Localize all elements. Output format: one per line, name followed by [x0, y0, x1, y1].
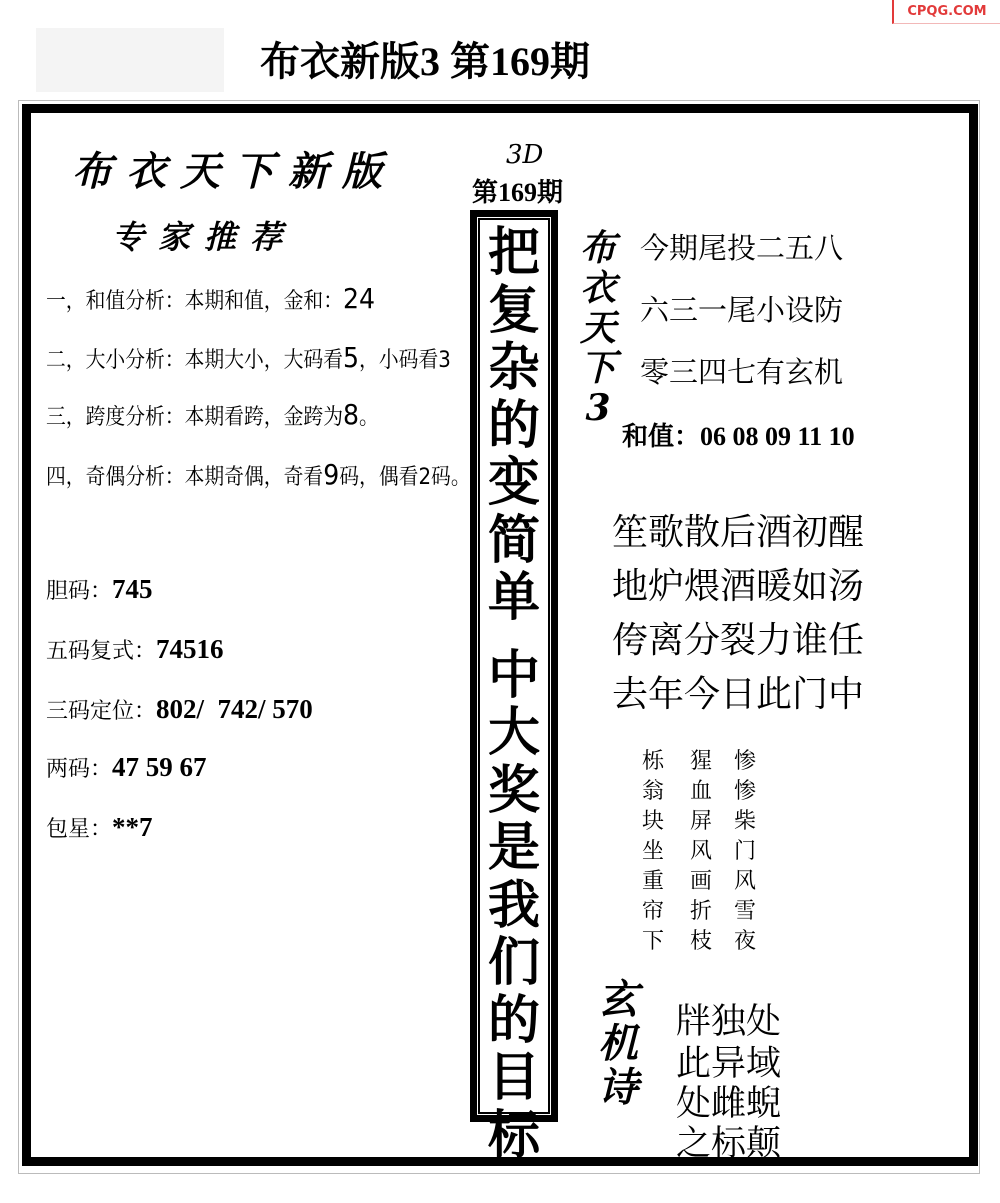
analysis-line-sum	[46, 282, 375, 315]
vertical-verse-column: 惨 惨 柴 门 风 雪 夜	[733, 748, 756, 953]
issue-number: 第169期	[472, 178, 564, 207]
analysis-value: 9	[323, 458, 340, 491]
analysis-suffix: 码，偶看2码。	[339, 465, 471, 490]
analysis-line-size	[46, 341, 451, 374]
pick-value: 745	[112, 574, 153, 604]
riddle-line: 之标颠	[676, 1124, 782, 1163]
analysis-line-span	[46, 398, 379, 431]
page-title: 布衣新版3 第169期	[260, 39, 590, 84]
analysis-line-parity	[46, 458, 471, 491]
pick-label: 五码复式：	[46, 639, 157, 664]
analysis-label: 二，大小分析：本期大小，大码看	[46, 348, 344, 373]
riddle-line: 牉独处	[676, 1002, 782, 1041]
pick-value: 802/ 742/ 570	[156, 694, 313, 724]
poem2-line: 地炉煨酒暖如汤	[612, 566, 865, 606]
analysis-suffix: 。	[359, 405, 379, 430]
analysis-value: 5	[343, 341, 360, 374]
riddle-line: 处雌蜺	[676, 1084, 782, 1123]
slogan-vertical-text: 把 复 杂 的 变 简 单 中 大 奖 是 我 们 的 目 标	[487, 222, 540, 1166]
riddle-poem-label: 玄 机 诗	[598, 976, 638, 1111]
analysis-suffix: ，小码看3	[359, 348, 451, 373]
poem2-line: 去年今日此门中	[612, 674, 865, 714]
poem1-line: 零三四七有玄机	[640, 357, 844, 389]
pick-label: 包星：	[46, 817, 113, 842]
logo-placeholder	[36, 28, 224, 92]
analysis-value: 24	[343, 282, 376, 315]
poem1-line: 六三一尾小设防	[640, 295, 844, 327]
pick-row-three	[46, 694, 313, 725]
pick-row-dan	[46, 574, 153, 605]
site-watermark: CPQG.COM	[892, 0, 1000, 24]
pick-label: 三码定位：	[46, 699, 157, 724]
poem1-line: 今期尾投二五八	[640, 233, 844, 265]
poem2-line: 笙歌散后酒初醒	[612, 512, 865, 552]
sum-value-line: 和值：06 08 09 11 10	[622, 422, 855, 451]
vertical-verse-column: 栎 翁 块 坐 重 帘 下	[641, 748, 664, 953]
pick-label: 两码：	[46, 757, 113, 782]
issue-3d-label: 3D	[506, 140, 544, 170]
poem2-line: 侉离分裂力谁任	[612, 620, 865, 660]
brand-title: 布衣天下新版	[72, 148, 396, 195]
pick-row-five	[46, 634, 224, 665]
analysis-label: 四，奇偶分析：本期奇偶，奇看	[46, 465, 324, 490]
pick-row-star	[46, 812, 153, 843]
pick-value: 47 59 67	[112, 752, 207, 782]
expert-title: 专家推荐	[112, 218, 297, 256]
vertical-brand: 布 衣 天 下 3	[579, 227, 616, 429]
pick-label: 胆码：	[46, 579, 113, 604]
riddle-line: 此异域	[676, 1044, 782, 1083]
analysis-label: 一，和值分析：本期和值，金和：	[46, 289, 344, 314]
analysis-value: 8	[343, 398, 360, 431]
pick-value: 74516	[156, 634, 224, 664]
vertical-verse-column: 猩 血 屏 风 画 折 枝	[689, 748, 712, 953]
pick-value: **7	[112, 812, 153, 842]
analysis-label: 三，跨度分析：本期看跨，金跨为	[46, 405, 344, 430]
pick-row-two	[46, 752, 207, 783]
